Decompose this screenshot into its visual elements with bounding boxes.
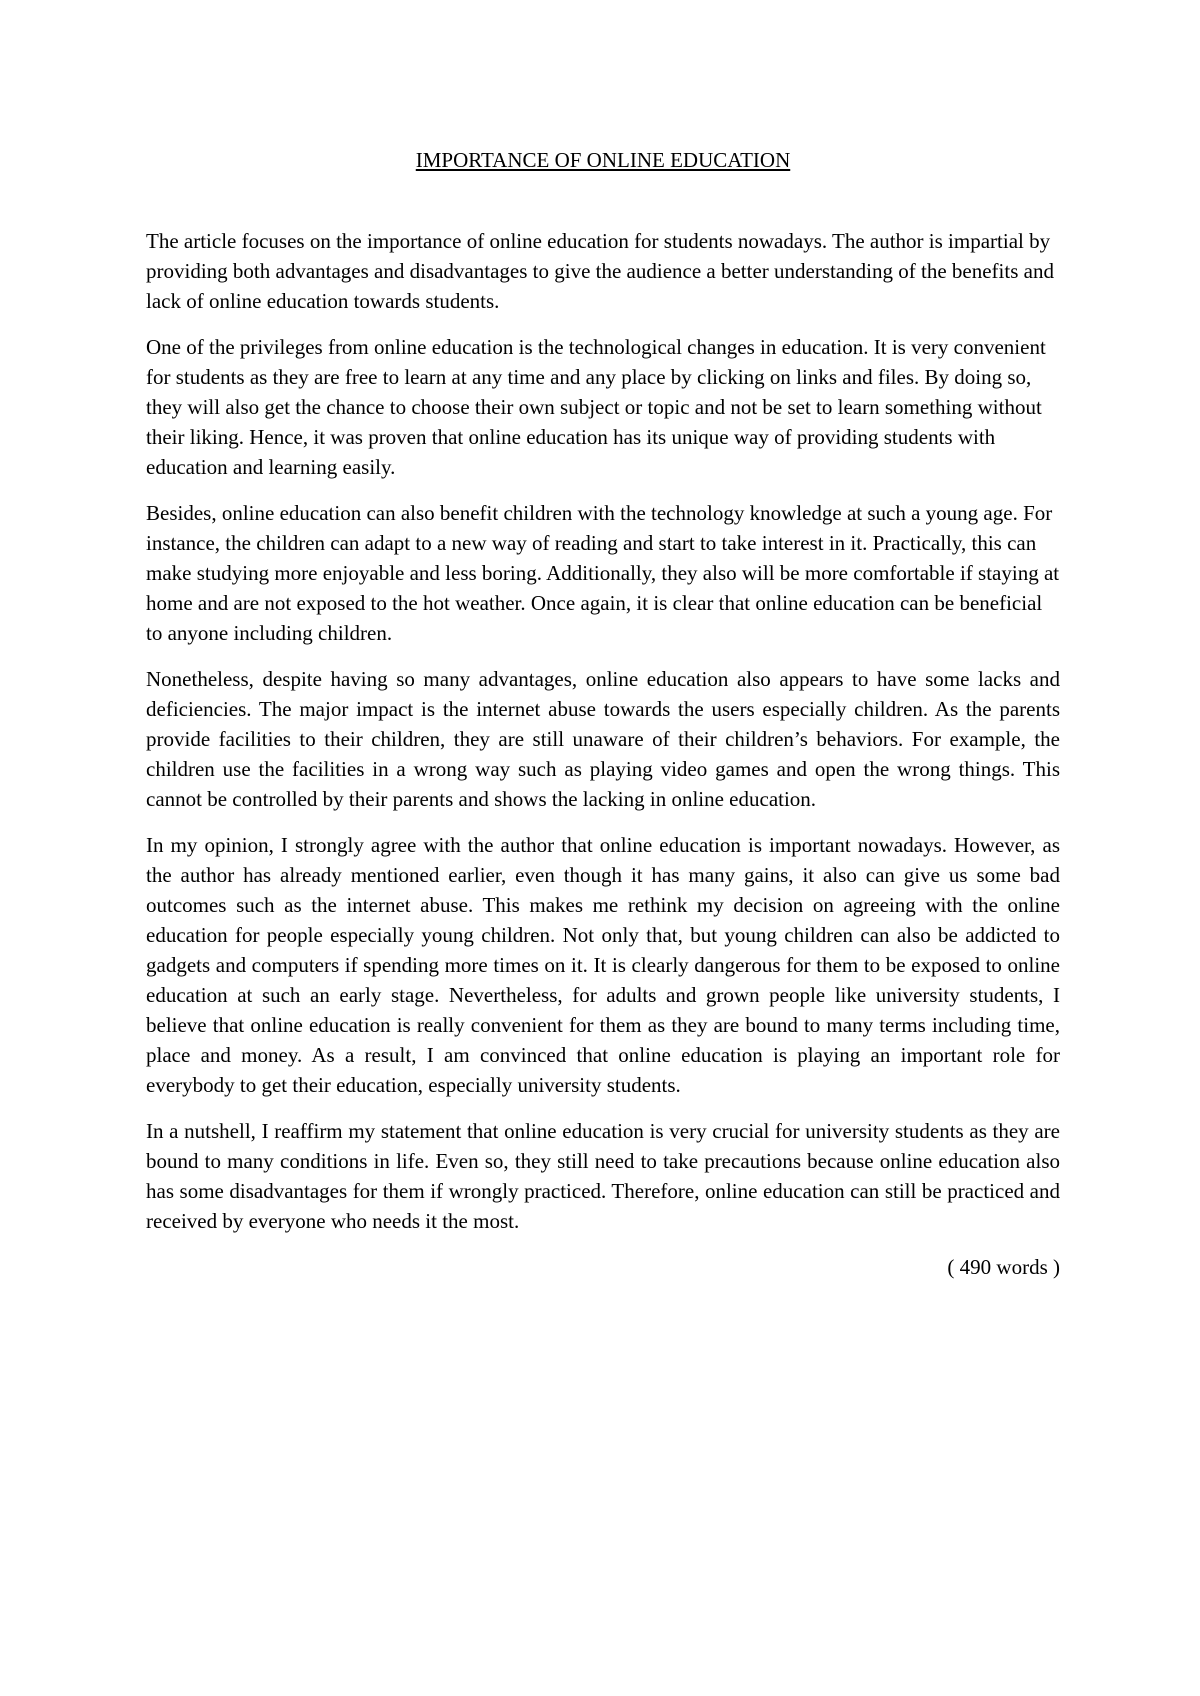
paragraph-benefit-children: Besides, online education can also benefit children with the technology knowledge at such a young age. For instance, the children can adapt to a new way of reading and start to take interest in it. Practically, this can make studying more enjoyable and less boring. Additionally, they also will be more comfortable if staying at home and are not exposed to the hot weather. Once again, it is clear that online education can be beneficial to anyone including children. (146, 501, 1060, 645)
document-title: IMPORTANCE OF ONLINE EDUCATION (415, 148, 791, 172)
paragraph-conclusion: In a nutshell, I reaffirm my statement that online education is very crucial for university students as they are bound to many conditions in life. Even so, they still need to take precautions because online education also has some disadvantages for them if wrongly practiced. Therefore, online education can still be practiced and received by everyone who needs it the most. (146, 1119, 1060, 1233)
paragraph-introduction: The article focuses on the importance of online education for students nowadays. The author is impartial by providing both advantages and disadvantages to give the audience a better understanding of the benefits and lack of online education towards students. (146, 229, 1054, 313)
paragraph-deficiencies: Nonetheless, despite having so many advantages, online education also appears to have some lacks and deficiencies. The major impact is the internet abuse towards the users especially children. As the parents provide facilities to their children, they are still unaware of their children’s behaviors. For example, the children use the facilities in a wrong way such as playing video games and open the wrong things. This cannot be controlled by their parents and shows the lacking in online education. (146, 667, 1060, 811)
paragraph-privileges: One of the privileges from online education is the technological changes in education. It is very convenient for students as they are free to learn at any time and any place by clicking on links and files. By doing so, they will also get the chance to choose their own subject or topic and not be set to learn something without their liking. Hence, it was proven that online education has its unique way of providing students with education and learning easily. (146, 335, 1046, 479)
document-body (146, 140, 1060, 1282)
word-count: ( 490 words ) (947, 1255, 1060, 1279)
paragraph-opinion: In my opinion, I strongly agree with the author that online education is important nowadays. However, as the author has already mentioned earlier, even though it has many gains, it also can give us some bad outcomes such as the internet abuse. This makes me rethink my decision on agreeing with the online education for people especially young children. Not only that, but young children can also be addicted to gadgets and computers if spending more times on it. It is clearly dangerous for them to be exposed to online education at such an early stage. Nevertheless, for adults and grown people like university students, I believe that online education is really convenient for them as they are bound to many terms including time, place and money. As a result, I am convinced that online education is playing an important role for everybody to get their education, especially university students. (146, 833, 1060, 1097)
